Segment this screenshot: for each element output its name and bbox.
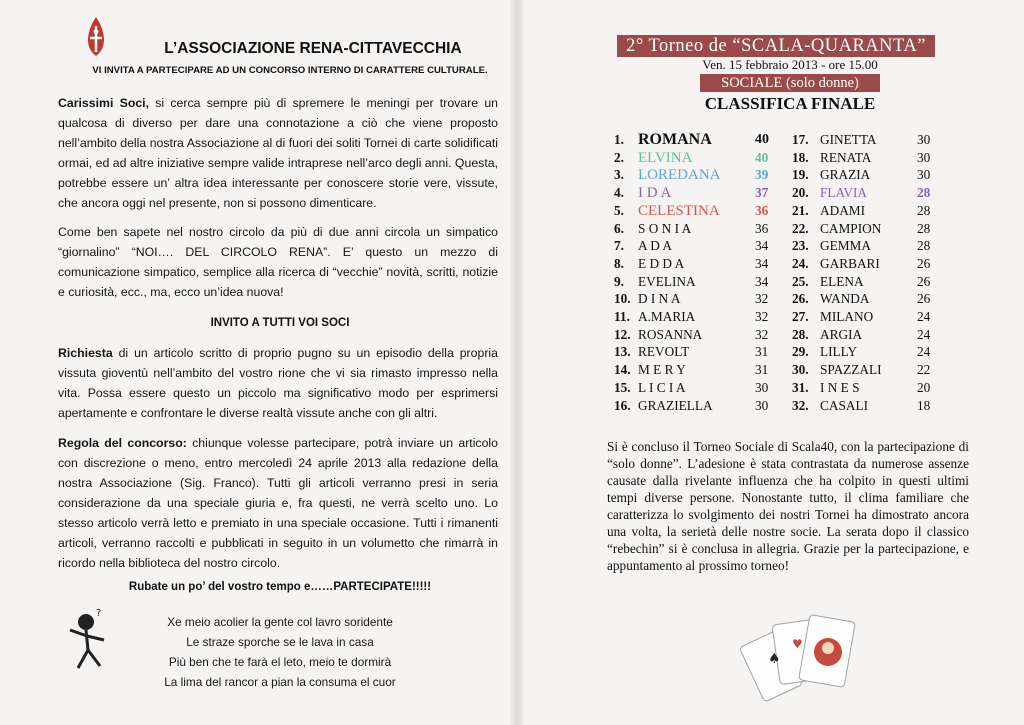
ranking-points: 26 [917, 291, 931, 307]
poem-line: La lima del rancor a pian la consuma el cuor [164, 675, 396, 689]
svg-text:?: ? [96, 608, 102, 619]
ranking-name: REVOLT [638, 344, 690, 360]
ranking-row [792, 361, 947, 379]
ranking-row [614, 379, 785, 397]
intro-text: si cerca sempre più di spremere le meningi per trovare un qualcosa di diverso per dare una connotazione a ciò che viene proposto nell’ambito della nostra Associazione al di fuori dei soliti Tornei di carte solidificati ormai, ed ad altre iniziative sempre valide intraprese nell’arco degli anni. Questa, potrebbe essere un’ altra idea interessante per conoscere storie vere, vissute, che ancora oggi nel presente, non si possono dimenticare. [58, 96, 499, 210]
ranking-points: 30 [917, 149, 931, 165]
ranking-name: A.MARIA [638, 309, 696, 324]
ranking-position: 14. [614, 362, 631, 378]
ranking-name: S O N I A [638, 220, 692, 236]
ranking-name: RENATA [820, 149, 872, 165]
ranking-name: WANDA [820, 291, 870, 307]
ranking-row [614, 237, 785, 255]
ranking-position: 29. [792, 344, 809, 360]
ranking-position: 8. [614, 255, 624, 271]
ranking-points: 32 [755, 326, 769, 342]
ranking-position: 27. [792, 309, 809, 324]
svg-text:♥: ♥ [792, 637, 803, 651]
ranking-row [614, 273, 785, 291]
ranking-name: SPAZZALI [820, 362, 882, 378]
ranking-row [792, 397, 947, 415]
ranking-row [792, 273, 947, 291]
ranking-row [614, 131, 785, 149]
ranking-name: MILANO [820, 309, 874, 324]
ranking-row [614, 166, 785, 184]
ranking-name: M E R Y [638, 362, 686, 378]
invite-heading: INVITO A TUTTI VOI SOCI [210, 317, 350, 329]
ranking-position: 26. [792, 291, 809, 307]
tournament-date: Ven. 15 febbraio 2013 - ore 15.00 [702, 57, 878, 72]
classifica-heading: CLASSIFICA FINALE [704, 94, 876, 113]
ranking-row [792, 290, 947, 308]
paragraph-richiesta [58, 343, 498, 423]
ranking-points: 31 [755, 344, 769, 360]
ranking-position: 6. [614, 220, 624, 236]
ranking-position: 23. [792, 238, 809, 254]
ranking-points: 28 [917, 238, 931, 254]
ranking-position: 2. [614, 149, 624, 165]
ranking-points: 26 [917, 255, 931, 271]
ranking-points: 22 [917, 362, 931, 378]
paragraph-giornalino: Come ben sapete nel nostro circolo da più di due anni circola un simpatico “giornalino” “NOI…. DEL CIRCOLO RENA”. E’ questo un mezzo di comunicazione simpatico, semplice alla ricerca di “vecchie” novità, scritti, notizie e curiosità, ecc., ma, ecco un’idea nuova! [58, 225, 498, 299]
ranking-points: 30 [917, 167, 931, 183]
association-logo [74, 12, 118, 60]
ranking-points: 32 [755, 291, 769, 307]
ranking-name: ELVINA [638, 149, 693, 166]
ranking-row [792, 237, 947, 255]
ranking-row [792, 308, 947, 326]
regola-text: chiunque volesse partecipare, potrà inviare un articolo con discrezione o meno, entro mercoledì 24 aprile 2013 alla redazione della nostra Associazione (Sig. Franco). Tutti gli articoli verranno presi in seria considerazione da una speciale giuria e, fra questi, ne verrà scelto uno. Lo stesso articolo verrà letto e premiato in una speciale occasione. Tutti i rimanenti articoli, verranno raccolti e pubblicati in seguito in un volumetto che rimarrà in ricordo nella biblioteca del nostro circolo. [58, 436, 498, 570]
ranking-row [614, 255, 785, 273]
ranking-name: CAMPION [820, 220, 882, 236]
ranking-row [614, 202, 785, 220]
ranking-points: 26 [917, 273, 931, 289]
richiesta-text: di un articolo scritto di proprio pugno su un episodio della propria vissuta gioventù nell’ambito del vostro rione che vi sia rimasto impresso nella vita. Possa essere questo un piccolo ma significativo modo per esprimersi apertamente e confrontare le diverse realtà vissute anche con gli altri. [58, 346, 498, 420]
ranking-row [614, 326, 785, 344]
ranking-row [614, 343, 785, 361]
ranking-points: 30 [755, 379, 769, 395]
ranking-name: GINETTA [820, 132, 877, 147]
intro-bold: Carissimi Soci, [58, 96, 150, 110]
ranking-position: 15. [614, 379, 631, 395]
ranking-position: 25. [792, 273, 809, 289]
ranking-points: 34 [755, 273, 769, 289]
ranking-name: GEMMA [820, 238, 871, 254]
ranking-position: 13. [614, 344, 631, 360]
ranking-points: 28 [917, 220, 931, 236]
ranking-row [614, 220, 785, 238]
ranking-name: A D A [638, 238, 672, 254]
ranking-points: 24 [917, 326, 931, 342]
ranking-row [614, 361, 785, 379]
ranking-row [614, 149, 785, 167]
ranking-row [792, 131, 947, 149]
ranking-name: ARGIA [820, 326, 863, 342]
ranking-points: 39 [755, 167, 769, 183]
ranking-points: 30 [755, 397, 769, 413]
ranking-name: D I N A [638, 291, 681, 307]
richiesta-bold: Richiesta [58, 346, 113, 360]
ranking-name: LOREDANA [638, 167, 721, 184]
ranking-position: 28. [792, 326, 809, 342]
poem-line: Xe meio acolier la gente col lavro soridente [167, 615, 393, 629]
ranking-points: 28 [917, 202, 931, 218]
ranking-position: 16. [614, 397, 631, 413]
sociale-label: SOCIALE (solo donne) [700, 74, 880, 92]
ranking-name: EVELINA [638, 273, 696, 289]
poem [140, 612, 420, 692]
ranking-position: 9. [614, 273, 624, 289]
ranking-name: GARBARI [820, 255, 880, 271]
ranking-position: 4. [614, 185, 624, 201]
ranking-points: 34 [755, 255, 769, 271]
ranking-row [792, 379, 947, 397]
ranking-position: 11. [614, 309, 630, 324]
ranking-name: FLAVIA [820, 185, 868, 201]
ranking-points: 31 [755, 362, 769, 378]
ranking-position: 18. [792, 149, 809, 165]
ranking-position: 22. [792, 220, 809, 236]
page-fold [510, 0, 524, 725]
poem-line: Più ben che te farà el leto, meio te dormirà [168, 655, 392, 669]
ranking-row [614, 397, 785, 415]
ranking-name: I D A [638, 185, 672, 202]
ranking-position: 19. [792, 167, 809, 183]
ranking-points: 28 [917, 185, 931, 201]
ranking-name: ROSANNA [638, 326, 703, 342]
ranking-points: 40 [755, 149, 769, 165]
ranking-position: 30. [792, 362, 809, 378]
ranking-points: 24 [917, 309, 931, 324]
ranking-points: 18 [917, 397, 931, 413]
ranking-name: L I C I A [638, 379, 686, 395]
ranking-row [792, 202, 947, 220]
ranking-name: ELENA [820, 273, 864, 289]
ranking-points: 24 [917, 344, 931, 360]
playing-cards-icon [740, 608, 880, 708]
ranking-position: 3. [614, 167, 624, 183]
ranking-row [792, 149, 947, 167]
ranking-name: GRAZIELLA [638, 397, 713, 413]
ranking-name: GRAZIA [820, 167, 871, 183]
ranking-position: 31. [792, 379, 809, 395]
ranking-row [792, 166, 947, 184]
ranking-name: ROMANA [638, 131, 712, 148]
ranking-position: 1. [614, 132, 624, 147]
svg-text:♠: ♠ [768, 651, 781, 667]
ranking-row [614, 290, 785, 308]
association-subtitle: VI INVITA A PARTECIPARE AD UN CONCORSO INTERNO DI CARATTERE CULTURALE. [92, 65, 488, 76]
ranking-row [792, 343, 947, 361]
ranking-points: 30 [917, 132, 931, 147]
ranking-row [792, 255, 947, 273]
ranking-position: 21. [792, 202, 809, 218]
ranking-position: 24. [792, 255, 809, 271]
ranking-row [614, 308, 785, 326]
ranking-name: ADAMI [820, 202, 866, 218]
ranking-position: 32. [792, 397, 809, 413]
ranking-position: 7. [614, 238, 624, 254]
call-to-action: Rubate un po’ del vostro tempo e……PARTECIPATE!!!!! [128, 581, 432, 593]
ranking-name: LILLY [820, 344, 858, 360]
ranking-points: 20 [917, 379, 931, 395]
poem-line: Le straze sporche se le lava in casa [186, 635, 374, 649]
ranking-row [614, 184, 785, 202]
ranking-points: 32 [755, 309, 769, 324]
regola-bold: Regola del concorso: [58, 436, 187, 450]
ranking-points: 36 [755, 220, 769, 236]
ranking-position: 17. [792, 132, 809, 147]
ranking-position: 10. [614, 291, 631, 307]
ranking-row [792, 220, 947, 238]
ranking-name: CASALI [820, 397, 869, 413]
closing-paragraph: Si è concluso il Torneo Sociale di Scala40, con la partecipazione di “solo donne”. L’adesione è stata contrastata da numerose assenze causate dalla rivelante influenza che ha colpito in questi ultimi tempi diverse persone. Nonostante tutto, il clima familiare che caratterizza lo svolgimento dei nostri Tornei ha dimostrato ancora una volta, la serietà delle nostre socie. La serata dopo il classico “rebechin” si è conclusa in allegria. Grazie per la partecipazione, e appuntamento al prossimo torneo! [607, 439, 969, 573]
paragraph-intro [58, 93, 498, 213]
paragraph-regola [58, 433, 498, 573]
ranking-points: 37 [755, 185, 769, 201]
association-title: L’ASSOCIAZIONE RENA-CITTAVECCHIA [164, 40, 462, 57]
ranking-name: I N E S [820, 379, 860, 395]
ranking-points: 34 [755, 238, 769, 254]
thinking-figure-icon [56, 608, 128, 672]
ranking-row [792, 326, 947, 344]
ranking-position: 20. [792, 185, 809, 201]
ranking-row [792, 184, 947, 202]
ranking-name: E D D A [638, 255, 685, 271]
ranking-position: 12. [614, 326, 631, 342]
ranking-points: 40 [755, 132, 769, 147]
ranking-name: CELESTINA [638, 202, 720, 219]
tournament-title: 2° Torneo de “SCALA-QUARANTA” [617, 35, 935, 57]
ranking-position: 5. [614, 202, 624, 218]
ranking-points: 36 [755, 202, 769, 218]
